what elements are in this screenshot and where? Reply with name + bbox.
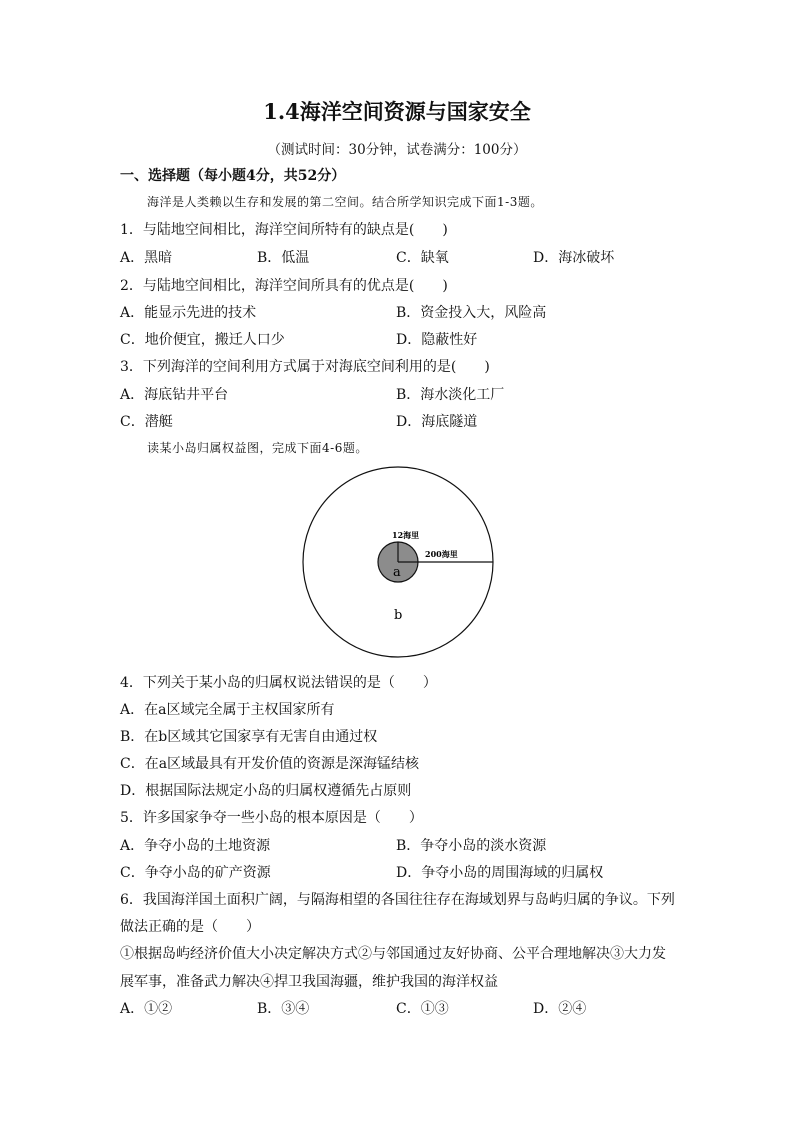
question-6-statements-line-2: 展军事，准备武力解决④捍卫我国海疆，维护我国的海洋权益 bbox=[120, 974, 498, 990]
section-heading: 一、选择题（每小题4分，共52分） bbox=[120, 168, 346, 184]
intro-text-2: 读某小岛归属权益图，完成下面4-6题。 bbox=[147, 441, 368, 455]
label-b: b bbox=[394, 608, 403, 623]
label-12-nautical-miles: 12海里 bbox=[392, 530, 420, 540]
question-3-stem: 3．下列海洋的空间利用方式属于对海底空间利用的是( ) bbox=[120, 359, 490, 375]
q1-option-d: D．海冰破坏 bbox=[533, 250, 615, 266]
q3-option-b: B．海水淡化工厂 bbox=[396, 387, 505, 403]
q3-option-a: A．海底钻井平台 bbox=[120, 387, 229, 403]
label-a: a bbox=[393, 565, 401, 580]
question-6-stem-line-2: 做法正确的是（ ） bbox=[120, 919, 260, 935]
q4-option-d: D．根据国际法规定小岛的归属权遵循先占原则 bbox=[120, 783, 412, 799]
q4-option-a: A．在a区域完全属于主权国家所有 bbox=[120, 702, 335, 718]
question-2-stem: 2．与陆地空间相比，海洋空间所具有的优点是( ) bbox=[120, 278, 448, 294]
q4-option-b: B．在b区域其它国家享有无害自由通过权 bbox=[120, 729, 378, 745]
q2-option-a: A．能显示先进的技术 bbox=[120, 305, 257, 321]
q6-option-a: A．①② bbox=[120, 1001, 173, 1017]
q5-option-c: C．争夺小岛的矿产资源 bbox=[120, 865, 271, 881]
q5-option-b: B．争夺小岛的淡水资源 bbox=[396, 838, 547, 854]
q1-option-c: C．缺氧 bbox=[396, 250, 449, 266]
island-rights-diagram bbox=[295, 462, 500, 662]
q2-option-b: B．资金投入大，风险高 bbox=[396, 305, 547, 321]
q3-option-d: D．海底隧道 bbox=[396, 414, 478, 430]
q6-option-d: D．②④ bbox=[533, 1001, 587, 1017]
q2-option-c: C．地价便宜，搬迁人口少 bbox=[120, 332, 285, 348]
question-5-stem: 5．许多国家争夺一些小岛的根本原因是（ ） bbox=[120, 810, 423, 826]
test-info: （测试时间：30分钟，试卷满分：100分） bbox=[267, 142, 527, 158]
question-6-stem-line-1: 6．我国海洋国土面积广阔，与隔海相望的各国往往存在海域划界与岛屿归属的争议。下列 bbox=[120, 892, 675, 908]
label-200-nautical-miles: 200海里 bbox=[425, 549, 458, 559]
q6-option-b: B．③④ bbox=[257, 1001, 310, 1017]
question-4-stem: 4．下列关于某小岛的归属权说法错误的是（ ） bbox=[120, 675, 437, 691]
intro-text-1: 海洋是人类赖以生存和发展的第二空间。结合所学知识完成下面1-3题。 bbox=[147, 195, 543, 209]
q4-option-c: C．在a区域最具有开发价值的资源是深海锰结核 bbox=[120, 756, 420, 772]
q5-option-d: D．争夺小岛的周围海域的归属权 bbox=[396, 865, 604, 881]
q5-option-a: A．争夺小岛的土地资源 bbox=[120, 838, 271, 854]
q1-option-b: B．低温 bbox=[257, 250, 310, 266]
q1-option-a: A．黑暗 bbox=[120, 250, 173, 266]
q6-option-c: C．①③ bbox=[396, 1001, 449, 1017]
question-6-statements-line-1: ①根据岛屿经济价值大小决定解决方式②与邻国通过友好协商、公平合理地解决③大力发 bbox=[120, 946, 666, 962]
q3-option-c: C．潜艇 bbox=[120, 414, 173, 430]
page-title: 1.4海洋空间资源与国家安全 bbox=[263, 99, 531, 124]
q2-option-d: D．隐蔽性好 bbox=[396, 332, 478, 348]
question-1-stem: 1．与陆地空间相比，海洋空间所特有的缺点是( ) bbox=[120, 222, 448, 238]
